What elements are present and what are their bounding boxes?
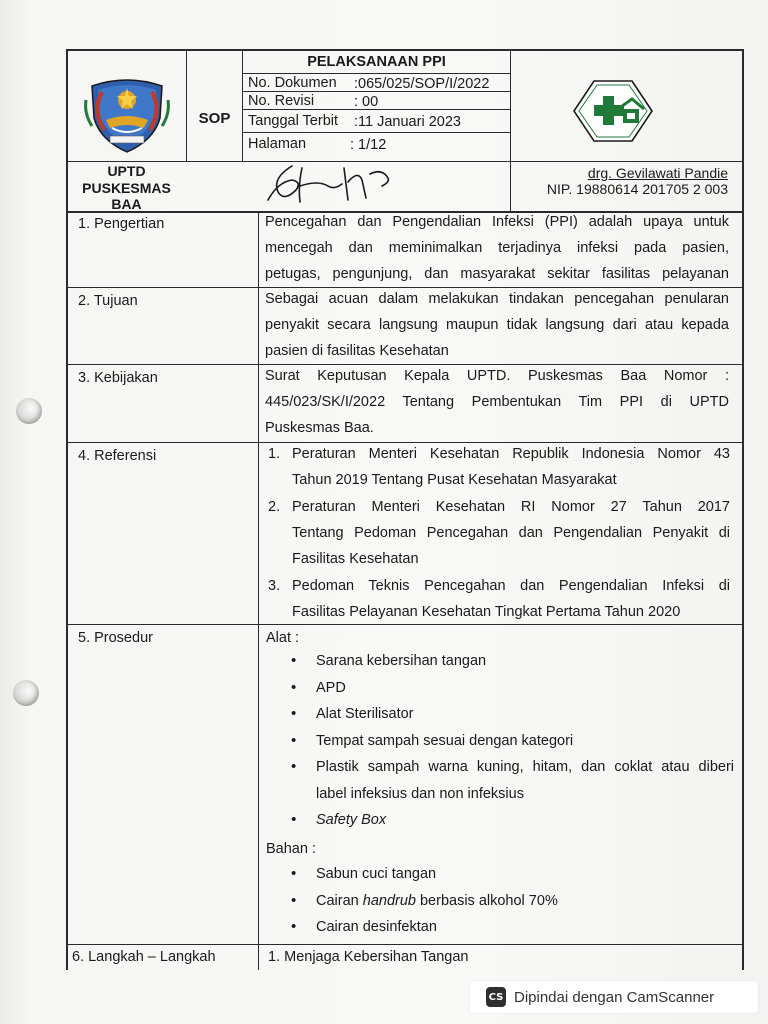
list-item: • Sabun cuci tangan [282,861,734,888]
signer-name: drg. Gevilawati Pandie [587,165,728,181]
alat-list [282,648,734,834]
reference-number: 3. [268,578,281,594]
bahan-list [282,861,734,941]
signature [258,160,408,210]
doc-number-value: :065/025/SOP/I/2022 [354,76,490,92]
page-value: : 1/12 [350,137,387,153]
pengertian-text: Pencegahan dan Pengendalian Infeksi (PPI) adalah upaya untuk mencegah dan meminimalkan terjadinya infeksi pada pasien, petugas, pengunjung, dan masyarakat sekitar fasilitas pelayanan [265,214,729,282]
doc-number-label: No. Dokumen [248,75,337,91]
langkah-first-item: 1. Menjaga Kebersihan Tangan [268,949,469,965]
org-name-line: BAA [111,196,142,212]
signer-nip: NIP. 19880614 201705 2 003 [546,181,728,197]
camscanner-logo-icon: CS [486,987,506,1007]
issue-date-value: :11 Januari 2023 [354,114,461,130]
section-label-langkah: 6. Langkah – Langkah [72,949,216,965]
list-item: • Sarana kebersihan tangan [282,648,734,675]
bahan-label: Bahan : [266,841,316,857]
reference-item: Peraturan Menteri Kesehatan Republik Indonesia Nomor 43 Tahun 2019 Tentang Pusat Kesehatan Masyarakat [292,446,730,488]
org-name-line: PUSKESMAS [82,180,171,196]
section-label-tujuan: 2. Tujuan [78,293,138,309]
list-item: • Tempat sampah sesuai dengan kategori [282,728,734,755]
list-item: • Alat Sterilisator [282,701,734,728]
list-item: • APD [282,675,734,702]
kebijakan-text: Surat Keputusan Kepala UPTD. Puskesmas Baa Nomor : 445/023/SK/I/2022 Tentang Pembentukan Tim PPI di UPTD Puskesmas Baa. [265,368,729,436]
org-name-line: UPTD [107,163,146,179]
reference-number: 1. [268,446,281,462]
camscanner-text: Dipindai dengan CamScanner [514,988,715,1006]
issue-date-label: Tanggal Terbit [248,113,339,129]
list-item: • Plastik sampah warna kuning, hitam, dan coklat atau diberi label infeksius dan non infeksius [282,754,734,807]
camscanner-watermark [470,981,758,1013]
section-label-kebijakan: 3. Kebijakan [78,370,158,386]
punch-hole [13,680,39,706]
puskesmas-logo-icon [572,79,654,143]
tujuan-text: Sebagai acuan dalam melakukan tindakan pencegahan penularan penyakit secara langsung maupun tidak langsung dari atau kepada pasien di fasilitas Kesehatan [265,291,729,359]
list-item: • Safety Box [282,807,734,834]
section-label-pengertian: 1. Pengertian [78,216,165,232]
section-label-referensi: 4. Referensi [78,448,157,464]
section-label-prosedur: 5. Prosedur [78,630,153,646]
reference-number: 2. [268,499,281,515]
document-title: PELAKSANAAN PPI [307,54,446,70]
list-item: • Cairan desinfektan [282,914,734,941]
regency-crest-icon [82,70,172,156]
reference-item: Peraturan Menteri Kesehatan RI Nomor 27 Tahun 2017 Tentang Pedoman Pencegahan dan Pengendalian Penyakit di Fasilitas Kesehatan [292,499,730,567]
revision-label: No. Revisi [248,93,315,109]
alat-label: Alat : [266,630,300,646]
reference-item: Pedoman Teknis Pencegahan dan Pengendalian Infeksi di Fasilitas Pelayanan Kesehatan Tingkat Pertama Tahun 2020 [292,578,730,620]
page-label: Halaman [248,136,307,152]
punch-hole [16,398,42,424]
list-item: • Cairan handrub berbasis alkohol 70% [282,888,734,915]
revision-value: : 00 [354,94,379,110]
sop-label: SOP [198,110,231,127]
